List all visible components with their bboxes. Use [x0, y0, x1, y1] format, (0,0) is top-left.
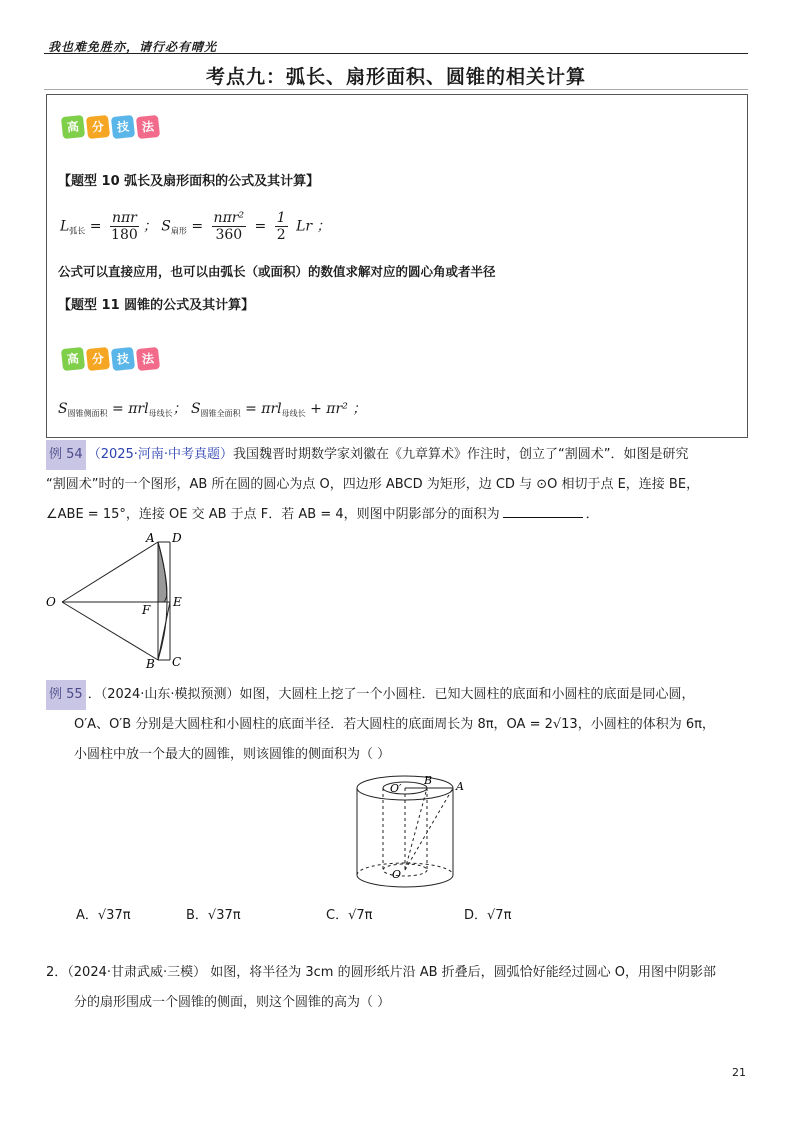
label-A: A [456, 780, 464, 793]
label-A: A [146, 531, 155, 545]
type10-note: 公式可以直接应用，也可以由弧长（或面积）的数值求解对应的圆心角或者半径 [58, 264, 496, 279]
example-text: ．（2024·山东·模拟预测）如图，大圆柱上挖了一个小圆柱．已知大圆柱的底面和小圆柱的底面是同心圆， [87, 687, 695, 702]
label-B: B [424, 774, 433, 787]
frac-den: 180 [111, 227, 138, 243]
high-score-badge-2 [62, 348, 159, 370]
title-rule [44, 89, 748, 90]
label-F: F [142, 603, 151, 617]
label-E: E [173, 595, 182, 609]
type11-heading: 【题型 11 圆锥的公式及其计算】 [58, 298, 255, 313]
example-text: ∠ABE = 15°，连接 OE 交 AB 于点 F．若 AB = 4，则图中阴影部分的面积为 [46, 507, 500, 522]
question-text: 分的扇形围成一个圆锥的侧面，则这个圆锥的高为（ ） [74, 995, 391, 1010]
half-fraction [275, 210, 288, 243]
arc-length-fraction [110, 210, 139, 243]
type10-formula: $L_{弧长}$ = $\frac{\text{nπr}}{180}$ ； $S_{扇形}$ = $\frac{\text{nπr²}}{360}$ = $\frac{1}{2}$ Lr ； [60, 210, 331, 243]
badge-char: 法 [136, 115, 160, 139]
big-cylinder-bottom [357, 875, 453, 887]
example-text: O′A、O′B 分别是大圆柱和小圆柱的底面半径．若大圆柱的底面周长为 8π，OA = 2√13，小圆柱的体积为 6π， [74, 717, 715, 732]
example-54 [46, 440, 746, 530]
type11-formula: $S_{圆锥侧面积} = \pi rl_{母线长}$； $S_{圆锥全面积} = \pi rl_{母线长} + \pi r^2$ ； [58, 401, 367, 418]
frac-num: 1 [276, 210, 286, 226]
badge-char: 高 [61, 347, 85, 371]
label-B: B [146, 657, 155, 670]
segment-OA [62, 542, 158, 602]
formula-sub: 圆锥侧面积 [67, 409, 108, 418]
segment-BE [158, 602, 170, 660]
answer-blank [503, 517, 583, 518]
example-source: （2025·河南·中考真题） [87, 447, 234, 462]
example-text: “割圆术”时的一个图形，AB 所在圆的圆心为点 O，四边形 ABCD 为矩形，边 CD 与 ⊙O 相切于点 E，连接 BE， [46, 477, 700, 492]
badge-char: 法 [136, 347, 160, 371]
type10-heading: 【题型 10 弧长及扇形面积的公式及其计算】 [58, 174, 320, 189]
header-rule [44, 53, 748, 54]
example-55 [46, 680, 746, 770]
formula-sub: 扇形 [170, 226, 187, 236]
sector-area-fraction [212, 210, 247, 243]
example-text: 小圆柱中放一个最大的圆锥，则该圆锥的侧面积为（ ） [74, 747, 391, 762]
label-O: O [46, 595, 56, 609]
question-text: 2．（2024·甘肃武威·三模） 如图，将半径为 3cm 的圆形纸片沿 AB 折叠后，圆弧恰好能经过圆心 O，用图中阴影部 [46, 965, 717, 980]
label-O-prime: O′ [390, 782, 402, 795]
formula-sub: 母线长 [148, 409, 173, 418]
formula-tail: Lr ； [296, 218, 331, 235]
figure-54 [40, 530, 200, 670]
formula-eq: = πrl [245, 401, 282, 417]
label-C: C [172, 655, 182, 669]
label-O: O [392, 868, 402, 881]
choice-C: C．√7π [326, 908, 373, 923]
badge-char: 技 [111, 347, 135, 371]
badge-char: 技 [111, 115, 135, 139]
question-2 [46, 958, 746, 1018]
example-text: ． [585, 507, 599, 522]
frac-den: 360 [215, 227, 243, 243]
frac-num: nπr [111, 210, 137, 226]
shaded-region [158, 542, 167, 602]
choice-D: D．√7π [464, 908, 512, 923]
choice-B: B．√37π [186, 908, 241, 923]
example-label: 例 55 [46, 680, 86, 710]
example-text: 我国魏晋时期数学家刘徽在《九章算术》作注时，创立了“割圆术”．如图是研究 [233, 447, 689, 462]
badge-char: 分 [86, 347, 110, 371]
header-motto: 我也难免胜亦，请行必有晴光 [48, 40, 218, 54]
formula-sub: 弧长 [69, 226, 86, 236]
formula-sub: 母线长 [281, 409, 306, 418]
formula-tail: + πr² ； [310, 401, 367, 417]
frac-num: nπr² [213, 210, 245, 226]
label-D: D [172, 531, 182, 545]
formula-eq: = πrl [112, 401, 149, 417]
badge-char: 高 [61, 115, 85, 139]
formula-sub: 圆锥全面积 [200, 409, 241, 418]
high-score-badge-1 [62, 116, 159, 138]
badge-char: 分 [86, 115, 110, 139]
page-number: 21 [732, 1066, 746, 1079]
figure-55 [350, 770, 480, 895]
example-label: 例 54 [46, 440, 86, 470]
page-title: 考点九：弧长、扇形面积、圆锥的相关计算 [205, 66, 586, 88]
frac-den: 2 [276, 227, 286, 243]
choice-A: A．√37π [76, 908, 131, 923]
